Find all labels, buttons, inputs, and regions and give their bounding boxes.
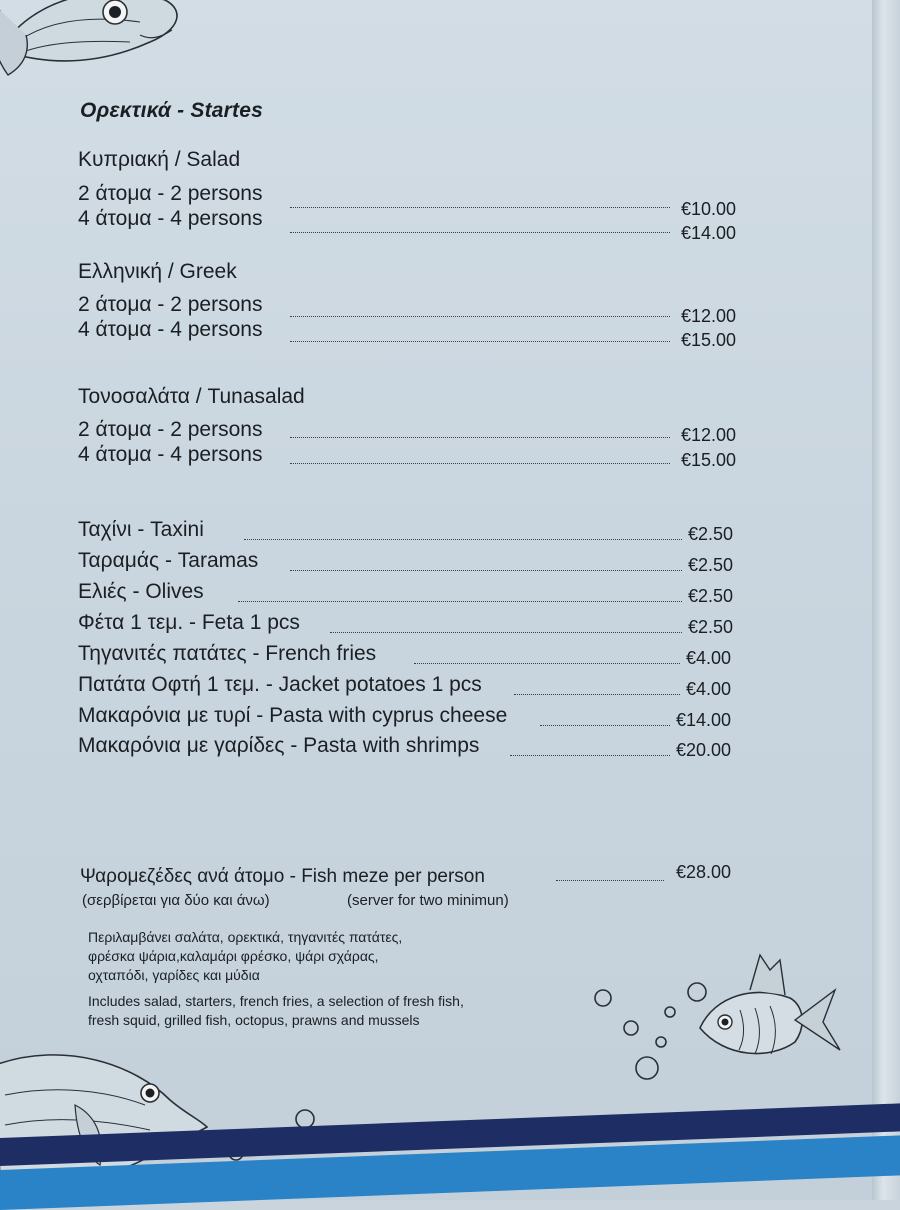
- salad-group-title: Κυπριακή / Salad: [78, 148, 241, 171]
- menu-item-row: [78, 611, 738, 641]
- menu-item-row: [78, 734, 738, 764]
- menu-spine: [872, 0, 900, 1200]
- menu-row-price: €12.00: [681, 425, 737, 445]
- menu-row-price: €10.00: [681, 199, 737, 219]
- menu-item-label: Πατάτα Οφτή 1 τεμ. - Jacket potatoes 1 pcs: [78, 673, 482, 696]
- dotted-leader: [330, 632, 682, 633]
- menu-item-label: Ταχίνι - Taxini: [78, 518, 204, 541]
- menu-item-price: €4.00: [686, 679, 732, 699]
- dotted-leader: [514, 694, 680, 695]
- menu-item-price: €2.50: [688, 617, 734, 637]
- fish-meze-note-greek: (σερβίρεται για δύο και άνω): [82, 892, 270, 909]
- fish-top-left-icon: [0, 0, 190, 90]
- menu-item-row: [78, 518, 738, 548]
- fish-meze-price: €28.00: [676, 862, 732, 882]
- dotted-leader: [414, 663, 680, 664]
- menu-row: [78, 443, 738, 473]
- description-line: οχταπόδι, γαρίδες και μύδια: [88, 967, 260, 983]
- menu-item-label: Ελιές - Olives: [78, 580, 204, 603]
- menu-item-price: €20.00: [676, 740, 732, 760]
- description-line: fresh squid, grilled fish, octopus, prawns and mussels: [88, 1012, 420, 1028]
- fish-meze-leader: [556, 880, 664, 881]
- menu-item-row: [78, 673, 738, 703]
- menu-row-price: €15.00: [681, 330, 737, 350]
- dotted-leader: [290, 463, 670, 464]
- menu-item-price: €4.00: [686, 648, 732, 668]
- dotted-leader: [290, 316, 670, 317]
- menu-item-price: €14.00: [676, 710, 732, 730]
- dotted-leader: [540, 725, 670, 726]
- description-line: Περιλαμβάνει σαλάτα, ορεκτικά, τηγανιτές πατάτες,: [88, 929, 403, 945]
- description-line: Includes salad, starters, french fries, a selection of fresh fish,: [88, 993, 464, 1009]
- dotted-leader: [290, 232, 670, 233]
- fish-meze-note-english: (server for two minimun): [347, 892, 509, 909]
- dotted-leader: [238, 601, 682, 602]
- dotted-leader: [290, 437, 670, 438]
- menu-row: [78, 207, 738, 243]
- menu-item-price: €2.50: [688, 555, 734, 575]
- menu-item-label: Φέτα 1 τεμ. - Feta 1 pcs: [78, 611, 300, 634]
- salad-group-title: Ελληνική / Greek: [78, 260, 237, 283]
- fish-meze-title: Ψαρομεζέδες ανά άτομο - Fish meze per person: [80, 866, 485, 887]
- dotted-leader: [290, 341, 670, 342]
- fish-meze-description-greek: [88, 928, 568, 985]
- dotted-leader: [290, 570, 682, 571]
- menu-row-price: €15.00: [681, 450, 737, 470]
- fish-meze-description-english: [88, 992, 588, 1030]
- menu-item-label: Τηγανιτές πατάτες - French fries: [78, 642, 377, 665]
- dotted-leader: [244, 539, 682, 540]
- menu-item-price: €2.50: [688, 524, 734, 544]
- menu-item-label: Μακαρόνια με τυρί - Pasta with cyprus cheese: [78, 704, 508, 727]
- menu-item-row: [78, 642, 738, 672]
- section-heading: Ορεκτικά - Startes: [80, 99, 263, 122]
- description-line: φρέσκα ψάρια,καλαμάρι φρέσκο, ψάρι σχάρας,: [88, 948, 379, 964]
- menu-row-label: 2 άτομα - 2 persons: [78, 182, 263, 205]
- menu-row-label: 2 άτομα - 2 persons: [78, 418, 263, 441]
- menu-item-label: Μακαρόνια με γαρίδες - Pasta with shrimps: [78, 734, 480, 757]
- menu-row-price: €14.00: [681, 223, 737, 243]
- menu-row: [78, 318, 738, 348]
- menu-row-label: 4 άτομα - 4 persons: [78, 207, 263, 230]
- menu-row-label: 4 άτομα - 4 persons: [78, 318, 263, 341]
- menu-item-row: [78, 549, 738, 579]
- menu-item-row: [78, 704, 738, 734]
- menu-row-label: 4 άτομα - 4 persons: [78, 443, 263, 466]
- menu-item-label: Ταραμάς - Taramas: [78, 549, 259, 572]
- menu-row-label: 2 άτομα - 2 persons: [78, 293, 263, 316]
- menu-item-price: €2.50: [688, 586, 734, 606]
- bubbles-icon: [580, 975, 710, 1085]
- salad-group-title: Τονοσαλάτα / Tunasalad: [78, 385, 305, 408]
- dotted-leader: [510, 755, 670, 756]
- fish-bottom-right-icon: [695, 950, 845, 1065]
- menu-row-price: €12.00: [681, 306, 737, 326]
- menu-item-row: [78, 580, 738, 610]
